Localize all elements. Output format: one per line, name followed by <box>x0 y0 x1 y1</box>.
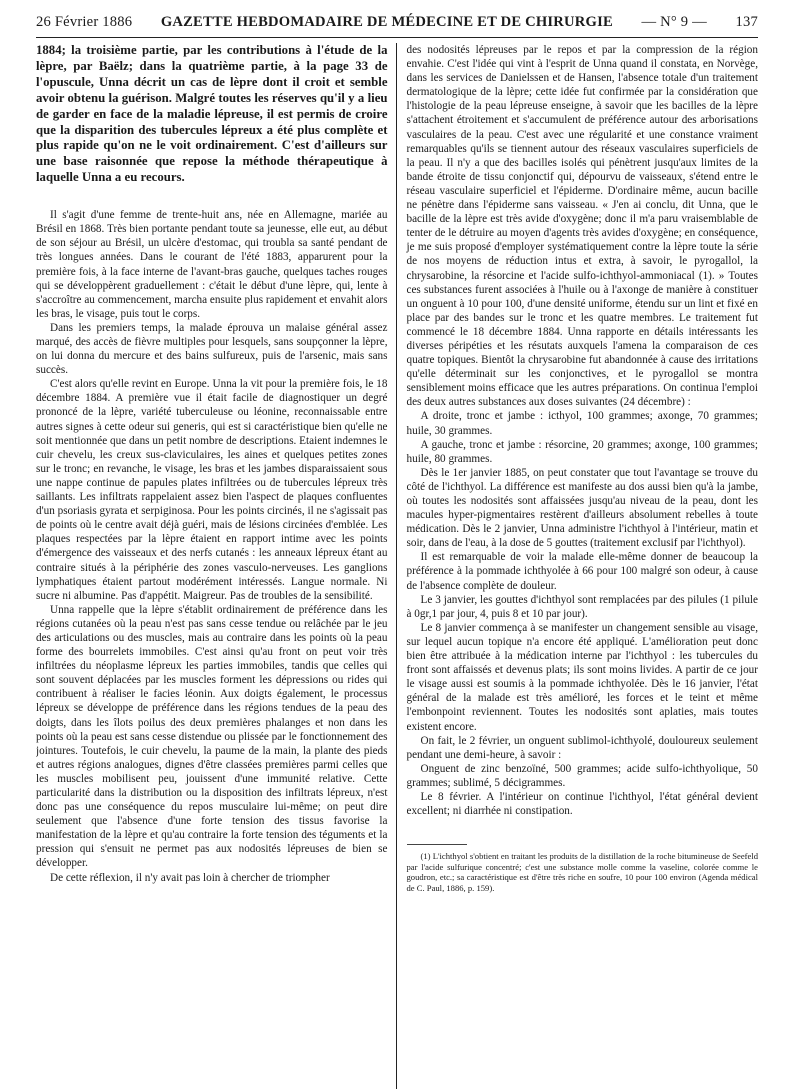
right-column <box>397 43 759 1089</box>
prescription-left: A gauche, tronc et jambe : résorcine, 20 grammes; axonge, 100 grammes; huile, 80 grammes. <box>406 438 758 465</box>
body-paragraph: Il est remarquable de voir la malade elle-même donner de beaucoup la préférence à la pommade ichthyolée à 66 pour 100 malgré son odeur, à cause de l'absence complète de douleur. <box>406 551 758 592</box>
page-number: 137 <box>735 14 758 30</box>
body-paragraph: Le 8 février. A l'intérieur on continue l'ichthyol, l'état général devient excellent; ni diarrhée ni constipation. <box>406 790 758 818</box>
body-paragraph: Dès le 1er janvier 1885, on peut constater que tout l'avantage se trouve du côté de l'ichthyol. La différence est manifeste au dos aussi bien qu'à la jambe, où toutes les nodosités sont affaissées jusqu'au niveau de la peau, dont les macules hyper-pigmentaires restèrent d'ailleurs absolument rebelles à toute médication. Dès le 2 janvier, Unna administre l'ichthyol à l'intérieur, matin et soir, dans de l'eau, à la dose de 5 gouttes (traitement exclusif par l'ichthyol). <box>406 466 758 550</box>
footnote: (1) L'ichthyol s'obtient en traitant les produits de la distillation de la roche bitumineuse de Seefeld par l'acide sulfurique concentré; c'est une substance molle comme la vaseline, colorée comme le goudron, etc.; sa caractéristique est d'être très riche en soufre, 10 pour 100 environ (Agenda médical de C. Paul, 1886, p. 159). <box>406 851 758 893</box>
body-paragraph: De cette réflexion, il n'y avait pas loin à chercher de triompher <box>50 871 330 884</box>
issue-number: — N° 9 — <box>641 14 707 30</box>
body-paragraph: Unna rappelle que la lèpre s'établit ordinairement de préférence dans les régions cutanées où la peau n'est pas sans cesse tendue ou relâchée par le jeu des articulations ou des muscles, mais au contraire dans les points où la peau forme des bourrelets immobiles. C'est ainsi qu'au front on peut voir très infiltrées du néoplasme lépreux les parties immobiles, tandis que celles qui sont souvent déplacées par les muscles forment les dépressions ou rides qui contribuent à réaliser le facies léonin. Aux doigts également, le processus lépreux se développe de préférence dans les régions tendues de la peau des doigts, dans les îlots poilus des deux premières phalanges et non dans les points où la peau est sans cesse distendue ou plissée par le fonctionnement des jointures. Toutefois, le cuir chevelu, la paume de la main, la plante des pieds et autres régions analogues, dignes d'être classées premières parmi celles que les muscles mobilisent peu, jouissent d'une immunité relative. Cette particularité dans la distribution ou la disposition des infiltrats lépreux, n'est donc pas une conséquence du repos musculaire lui-même; on peut dire seulement que l'absence d'une forte tension des tissus favorise la manifestation de la lèpre et qu'au contraire la forte tension des téguments et la pression qui s'ensuit ne permet pas aux nodosités lépreuses de bien se développer. <box>36 603 388 870</box>
header-date: 26 Février 1886 <box>36 14 133 30</box>
journal-title: GAZETTE HEBDOMADAIRE DE MÉDECINE ET DE CHIRURGIE <box>160 14 613 30</box>
page-header <box>36 14 758 37</box>
prescription-right: A droite, tronc et jambe : icthyol, 100 grammes; axonge, 70 grammes; huile, 30 grammes. <box>406 410 758 437</box>
left-column <box>36 43 397 1089</box>
body-paragraph: des nodosités lépreuses par le repos et par la compression de la région envahie. C'est l'idée qui vint à l'esprit de Unna quand il constata, en Norvège, dans les services de Danielssen et de Hansen, l'absence totale d'un traitement dermatologique de la lèpre; cette idée fut confirmée par la considération que l'histologie de la peau lépreuse enseigne, à savoir que les bacilles de la lèpre s'attachent étroitement et s'accumulent de préférence autour des arborisations vasculaires de la peau. C'est avec une régularité et une constance vraiment remarquables qu'ils se tiennent autour des réseaux vasculaires superficiels de la peau. Il n'y a que des bacilles isolés qui pénètrent jusqu'aux limites de la bande étroite de tissu conjonctif qui, dépourvu de vaisseaux, s'étend entre le réseau vasculaire superficiel et l'épiderme. D'ordinaire même, aucun bacille ne pénètre dans l'épiderme sans vaisseau. « J'en ai conclu, dit Unna, que le bacille de la lèpre est très avide d'oxygène; donc il m'a paru vraisemblable de tenter de le détruire au moyen d'agents très avides d'oxygène; en conséquence, je me suis proposé d'employer systématiquement contre la lèpre toute la série de nos moyens de réduction intus et extra, à savoir, le pyrogallol, la chrysarobine, la résorcine et l'acide sulfo-ichthyol-ammoniacal (1). » Toutes ces substances furent associées à l'huile ou à l'axonge de manière à constituer un onguent à 10 pour 100, d'une densité uniforme, étendu sur un lint et fixé en place par des bandes sur le tronc et les quatre membres. Le traitement fut commencé le 18 décembre 1884. Unna rapporte en détails intéressants les diverses péripéties et les résutats auxquels l'amena la comparaison de ces quatre topiques. Bientôt la chrysarobine fut abandonnée à cause des irritations qu'elle déterminait sur les conjonctives, et le pyrogallol se montra sensiblement moins efficace que les autres préparations. On continua l'emploi des deux autres substances aux doses suivantes (24 décembre) : <box>406 44 758 409</box>
body-paragraph: Dans les premiers temps, la malade éprouva un malaise général assez marqué, des accès de fièvre multiples pour lesquels, sans soupçonner la lèpre, on lui donna du mercure et des bains sulfureux, puis de l'arsenic, mais sans succès. <box>36 321 388 377</box>
body-paragraph: Le 8 janvier commença à se manifester un changement sensible au visage, sur lequel aucun topique n'a encore été appliqué. L'amélioration peut donc bien être attribuée à la médication interne par l'ichthyol : les tubercules du front sont affaissés et devenus plats; ils sont moins livides. A partir de ce jour le visage aussi est soumis à la pommade ichthyolée. Dès le 16 janvier, l'état général de la malade est très amélioré, les forces et le teint et même l'embonpoint reviennent. Toutes les nodosités sont aplaties, mais toutes existent encore. <box>406 621 758 733</box>
prescription-ointment: Onguent de zinc benzoïné, 500 grammes; acide sulfo-ichthyolique, 50 grammes; sublimé, 5 décigrammes. <box>406 762 758 789</box>
lead-paragraph: 1884; la troisième partie, par les contributions à l'étude de la lèpre, par Baëlz; dans la quatrième partie, à la page 33 de l'opuscule, Unna décrit un cas de lèpre dont il croit et semble avoir obtenu la guérison. Malgré toutes les réserves qu'il y a lieu de garder en face de la maladie lépreuse, il est permis de croire que la disparition des tubercules lépreux a été plus complète et plus rapide qu'on ne le voit ordinairement. C'est d'ailleurs sur une base raisonnée que repose la méthode thérapeutique à laquelle Unna a eu recours. <box>36 43 388 185</box>
text-columns <box>36 43 758 1089</box>
body-paragraph: Le 3 janvier, les gouttes d'ichthyol sont remplacées par des pilules (1 pilule à 0gr,1 par jour, 4, puis 8 et 10 par jour). <box>406 593 758 620</box>
header-rule <box>36 37 758 38</box>
footnote-rule <box>407 844 467 845</box>
body-paragraph: Il s'agit d'une femme de trente-huit ans, née en Allemagne, mariée au Brésil en 1868. Très bien portante pendant toute sa jeunesse, elle eut, au début de son séjour au Brésil, un ulcère d'estomac, qui troubla sa santé pendant de très longues années. Dans le courant de l'été 1883, apparurent pour la première fois, à la face interne de l'avant-bras gauche, quelques taches rouges qui se développèrent graduellement : c'était le début d'une lèpre, qui, lente à s'accroître au commencement, marcha ensuite plus rapidement et envahit alors les bras, le visage, puis tout le corps. <box>36 209 388 320</box>
body-paragraph: On fait, le 2 février, un onguent sublimol-ichthyolé, douloureux seulement pendant une demi-heure, à savoir : <box>406 734 758 761</box>
body-paragraph: C'est alors qu'elle revint en Europe. Unna la vit pour la première fois, le 18 décembre 1884. A première vue il était facile de diagnostiquer un degré prononcé de la lèpre, variété tuberculeuse ou léonine, reconnaissable entre autres signes à cette odeur sui generis, qui est si caractéristique bien qu'elle ne soit mentionnée que dans un petit nombre de descriptions. Etaient indemnes le cuir chevelu, les creux sus-claviculaires, les aines et quelques petites zones sur le tronc; en revanche, le visage, les bras et les jambes disparaissaient sous une nappe continue de papules plates infiltrées ou de tubercules lépreux très saillants. Les infiltrats rappelaient assez bien l'aspect de plaques confluentes d'un psoriasis gyrata et serpiginosa. Pour les points circinés, il ne s'agissait pas de points où le centre avait déjà guéri, mais de lésions circinées d'emblée. Les plaques respectées par la lèpre étaient en rapport intime avec les points d'émergence des vaisseaux et des nerfs cutanés : les anneaux lépreux étant au contraire situés à la périphérie des zones vasculo-nerveuses. Les ganglions lymphatiques étaient partout modérément intéressés. Langue normale. Ni sucre ni albumine. Pas d'appétit. Maigreur. Pas de troubles de la sensibilité. <box>36 378 388 602</box>
